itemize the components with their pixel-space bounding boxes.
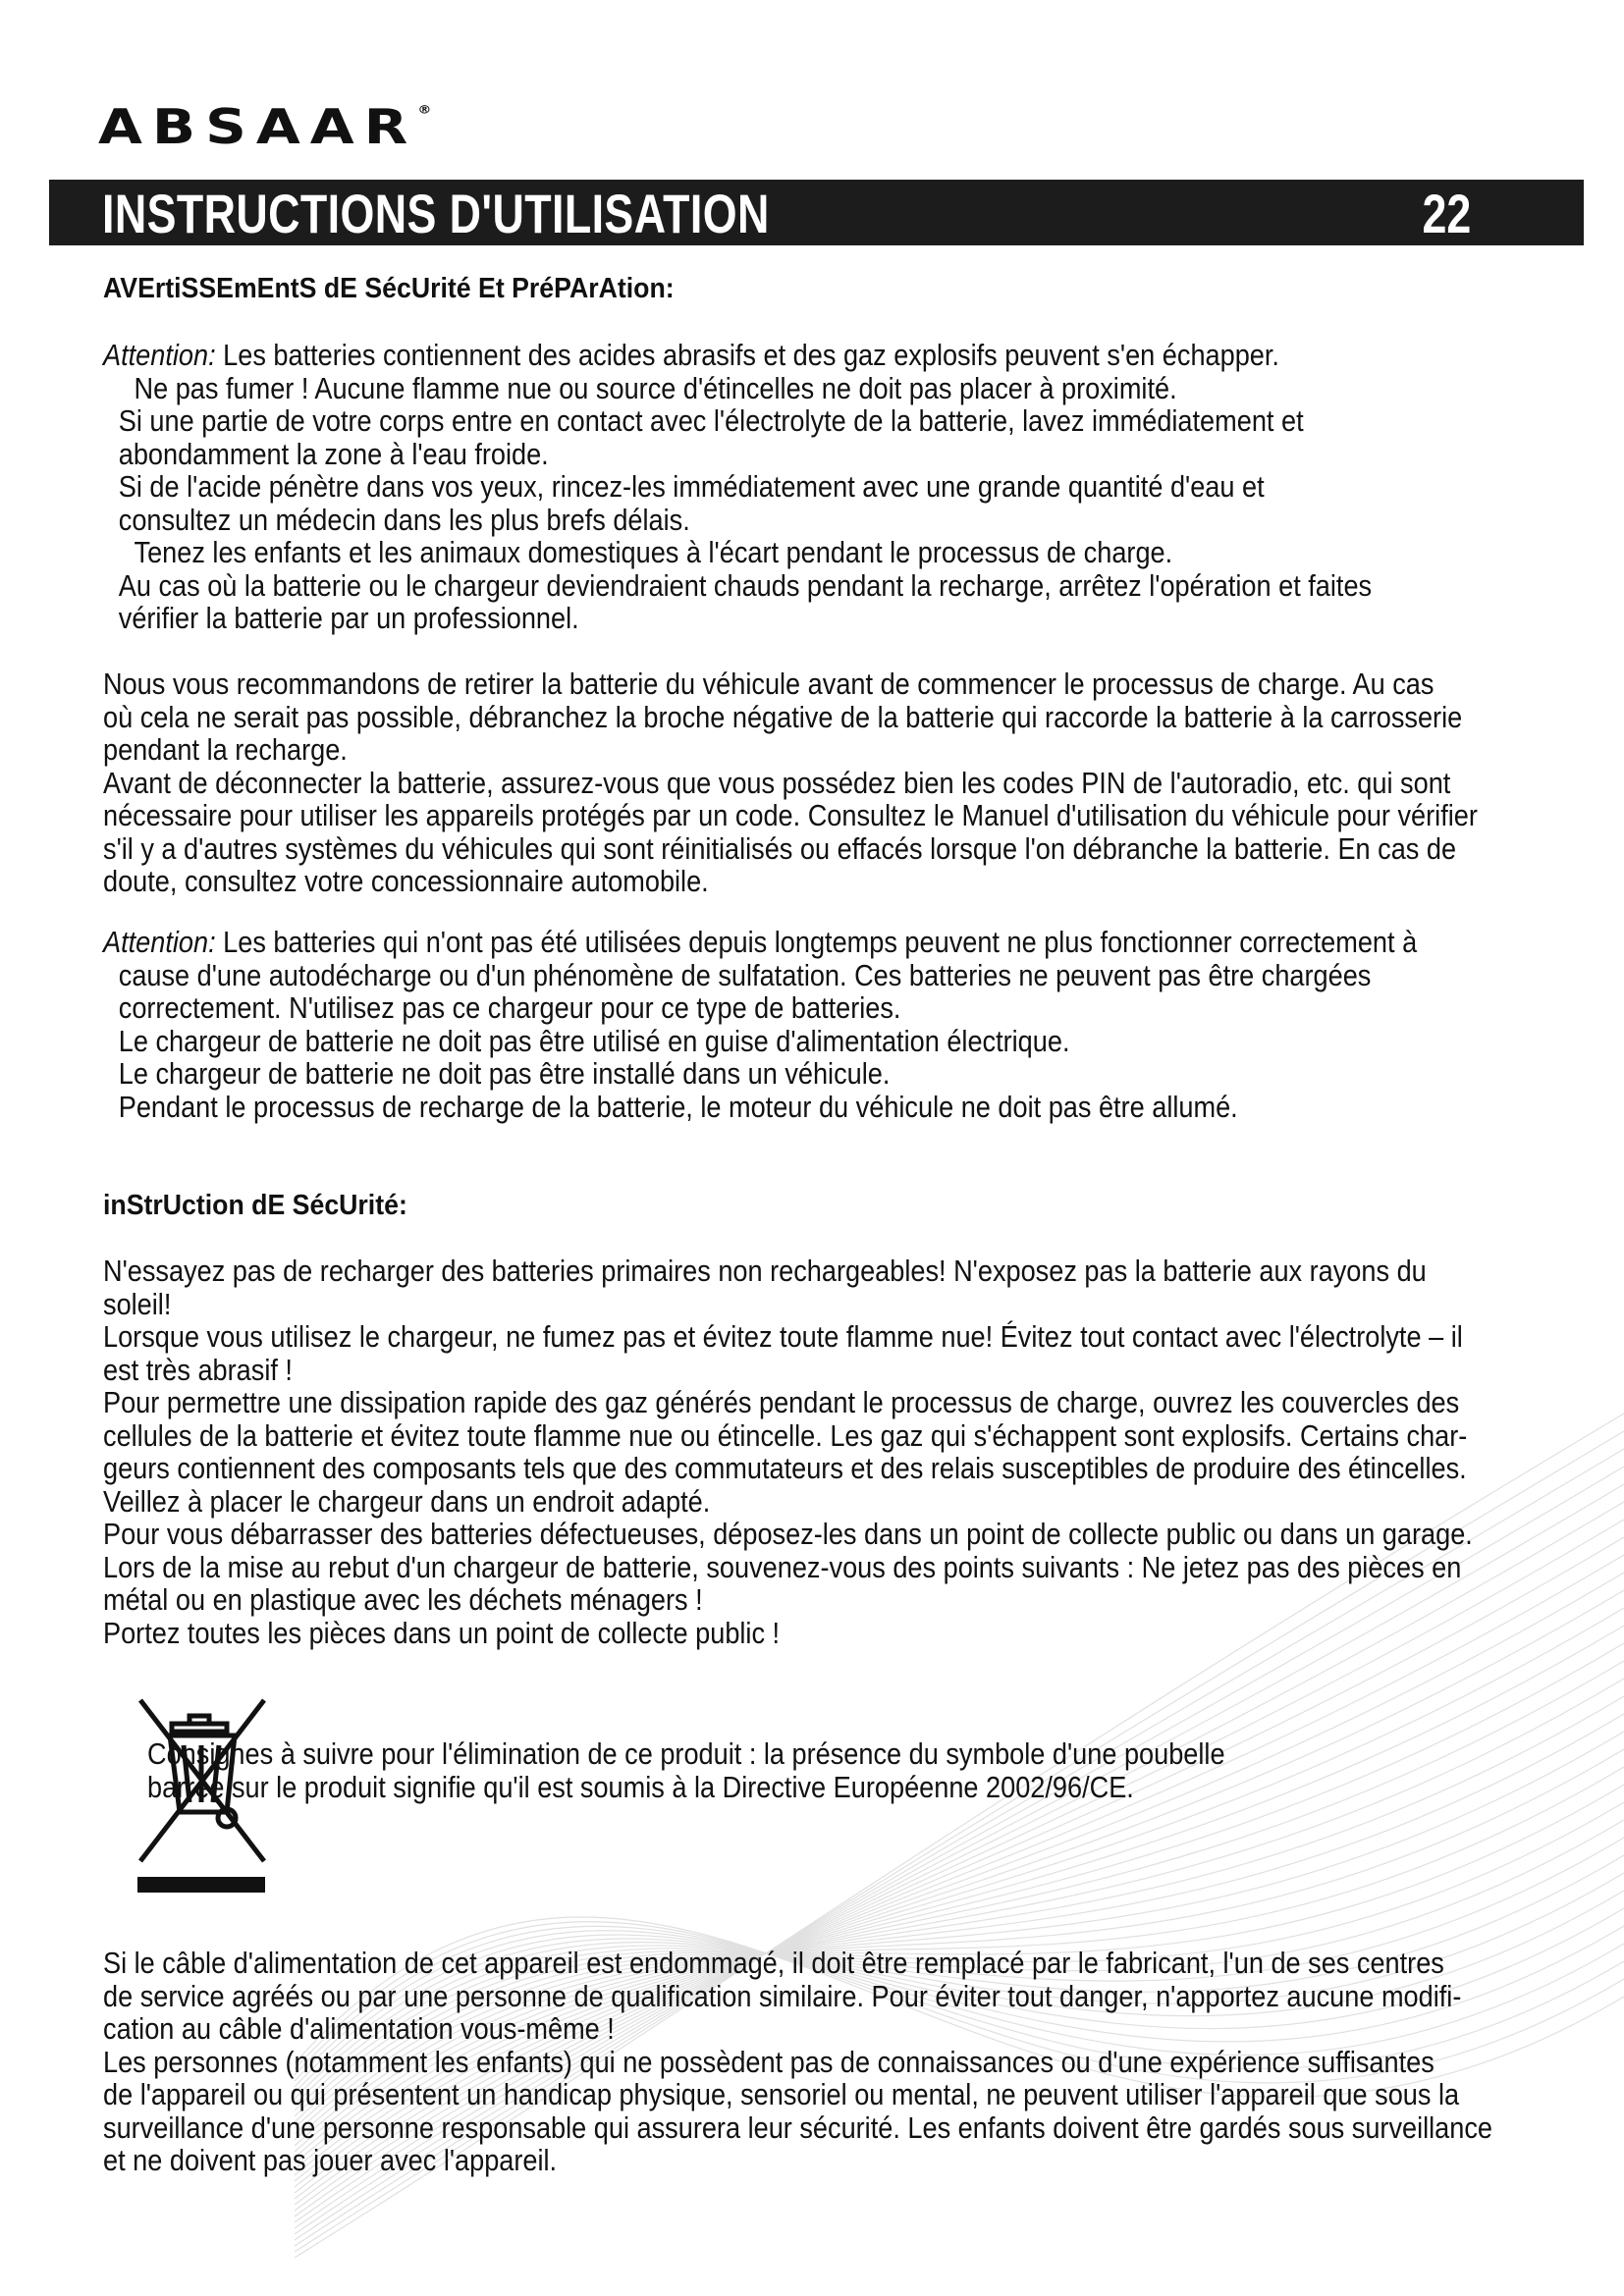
text-line: Lorsque vous utilisez le chargeur, ne fumez pas et évitez toute flamme nue! Évitez tout contact avec l'électrolyte – il <box>103 1319 1463 1354</box>
attention-label: Attention: <box>103 338 216 372</box>
registered-mark: ® <box>417 103 432 117</box>
text-line: surveillance d'une personne responsable qui assurera leur sécurité. Les enfants doivent être gardés sous surveillance <box>103 2109 1493 2145</box>
text-line: Si de l'acide pénètre dans vos yeux, rincez-les immédiatement avec une grande quantité d'eau et <box>118 469 1265 504</box>
warning-block-1 <box>103 339 1572 635</box>
header-bar <box>49 180 1584 245</box>
text-line: Nous vous recommandons de retirer la batterie du véhicule avant de commencer le processus de charge. Au cas <box>103 667 1435 701</box>
text-line: cellules de la batterie et évitez toute flamme nue ou étincelle. Les gaz qui s'échappent sont explosifs. Certains char- <box>103 1417 1468 1453</box>
text-line: Les personnes (notamment les enfants) qui ne possèdent pas de connaissances ou d'une expérience suffisantes <box>103 2044 1435 2079</box>
warning-first-line <box>103 339 1572 372</box>
text-line: est très abrasif ! <box>103 1352 293 1387</box>
text-line: s'il y a d'autres systèmes du véhicules qui sont réinitialisés ou effacés lorsque l'on débranche la batterie. En cas de <box>103 830 1457 866</box>
text-line: Veillez à placer le chargeur dans un endroit adapté. <box>103 1483 711 1519</box>
disposal-instructions <box>147 1737 1281 1803</box>
warning-text: Les batteries qui n'ont pas été utilisées depuis longtemps peuvent ne plus fonctionner correctement à <box>215 925 1418 959</box>
text-line: cause d'une autodécharge ou d'un phénomène de sulfatation. Ces batteries ne peuvent pas être chargées <box>118 957 1372 992</box>
page-title: INSTRUCTIONS D'UTILISATION <box>102 183 770 244</box>
text-line: abondamment la zone à l'eau froide. <box>118 436 549 471</box>
warning-first-line <box>103 926 1572 959</box>
text-line: Pour vous débarrasser des batteries défectueuses, déposez-les dans un point de collecte public ou dans un garage. <box>103 1517 1473 1551</box>
warning-block-2 <box>103 926 1572 1123</box>
text-line: Consignes à suivre pour l'élimination de ce produit : la présence du symbole d'une poubelle <box>147 1736 1225 1771</box>
text-line: de service agréés ou par une personne de qualification similaire. Pour éviter tout danger, n'apportez aucune modifi- <box>103 1978 1462 2013</box>
text-line: Le chargeur de batterie ne doit pas être utilisé en guise d'alimentation électrique. <box>118 1023 1070 1058</box>
brand-logo-text: ABSAAR <box>98 98 418 155</box>
text-line: correctement. N'utilisez pas ce chargeur pour ce type de batteries. <box>118 990 901 1025</box>
text-line: vérifier la batterie par un professionnel. <box>118 601 579 635</box>
text-line: cation au câble d'alimentation vous-même ! <box>103 2011 615 2046</box>
paragraph-battery-removal <box>103 667 1572 898</box>
text-line: Pour permettre une dissipation rapide des gaz générés pendant le processus de charge, ouvrez les couvercles des <box>103 1385 1460 1419</box>
text-line: Si le câble d'alimentation de cet appareil est endommagé, il doit être remplacé par le fabricant, l'un de ses centres <box>103 1946 1444 1980</box>
warning-text: Les batteries contiennent des acides abrasifs et des gaz explosifs peuvent s'en échapper. <box>215 338 1279 372</box>
text-line: geurs contiennent des composants tels que des commutateurs et des relais susceptibles de produire des étincelles. <box>103 1451 1467 1485</box>
text-line: Tenez les enfants et les animaux domestiques à l'écart pendant le processus de charge. <box>134 535 1173 569</box>
text-line: Lors de la mise au rebut d'un chargeur de batterie, souvenez-vous des points suivants : Ne jetez pas des pièces en <box>103 1549 1462 1584</box>
text-line: Portez toutes les pièces dans un point de collecte public ! <box>103 1615 781 1650</box>
text-line: barrée sur le produit signifie qu'il est soumis à la Directive Européenne 2002/96/CE. <box>147 1769 1134 1804</box>
text-line: Le chargeur de batterie ne doit pas être installé dans un véhicule. <box>118 1056 891 1091</box>
text-line: soleil! <box>103 1286 172 1321</box>
text-line: de l'appareil ou qui présentent un handicap physique, sensoriel ou mental, ne peuvent utiliser l'appareil que sous la <box>103 2077 1460 2111</box>
text-line: nécessaire pour utiliser les appareils protégés par un code. Consultez le Manuel d'utilisation du véhicule pour vérifier <box>103 798 1478 832</box>
safety-instruction-text <box>103 1255 1572 1649</box>
text-line: Pendant le processus de recharge de la batterie, le moteur du véhicule ne doit pas être allumé. <box>118 1089 1238 1124</box>
text-line: consultez un médecin dans les plus brefs délais. <box>118 502 690 537</box>
text-line: et ne doivent pas jouer avec l'appareil. <box>103 2143 558 2177</box>
text-line: pendant la recharge. <box>103 732 348 767</box>
text-line: doute, consultez votre concessionnaire automobile. <box>103 864 709 898</box>
section-heading-safety-warnings: AVErtiSSEmEntS dE SécUrité Et PréPArAtion: <box>103 273 675 304</box>
page-number: 22 <box>1422 183 1471 244</box>
section-heading-safety-instruction: inStrUction dE SécUrité: <box>103 1190 407 1221</box>
final-safety-text <box>103 1947 1572 2177</box>
attention-label: Attention: <box>103 925 216 959</box>
text-line: Au cas où la batterie ou le chargeur deviendraient chauds pendant la recharge, arrêtez l'opération et faites <box>118 567 1373 603</box>
text-line: où cela ne serait pas possible, débranchez la broche négative de la batterie qui raccorde la batterie à la carrosserie <box>103 699 1463 734</box>
text-line: Avant de déconnecter la batterie, assurez-vous que vous possédez bien les codes PIN de l'autoradio, etc. qui sont <box>103 765 1451 800</box>
text-line: N'essayez pas de recharger des batteries primaires non rechargeables! N'exposez pas la batterie aux rayons du <box>103 1254 1427 1288</box>
text-line: Si une partie de votre corps entre en contact avec l'électrolyte de la batterie, lavez immédiatement et <box>118 403 1304 438</box>
text-line: métal ou en plastique avec les déchets ménagers ! <box>103 1582 703 1617</box>
brand-logo <box>98 98 431 155</box>
text-line: Ne pas fumer ! Aucune flamme nue ou source d'étincelles ne doit pas placer à proximité. <box>134 370 1177 405</box>
